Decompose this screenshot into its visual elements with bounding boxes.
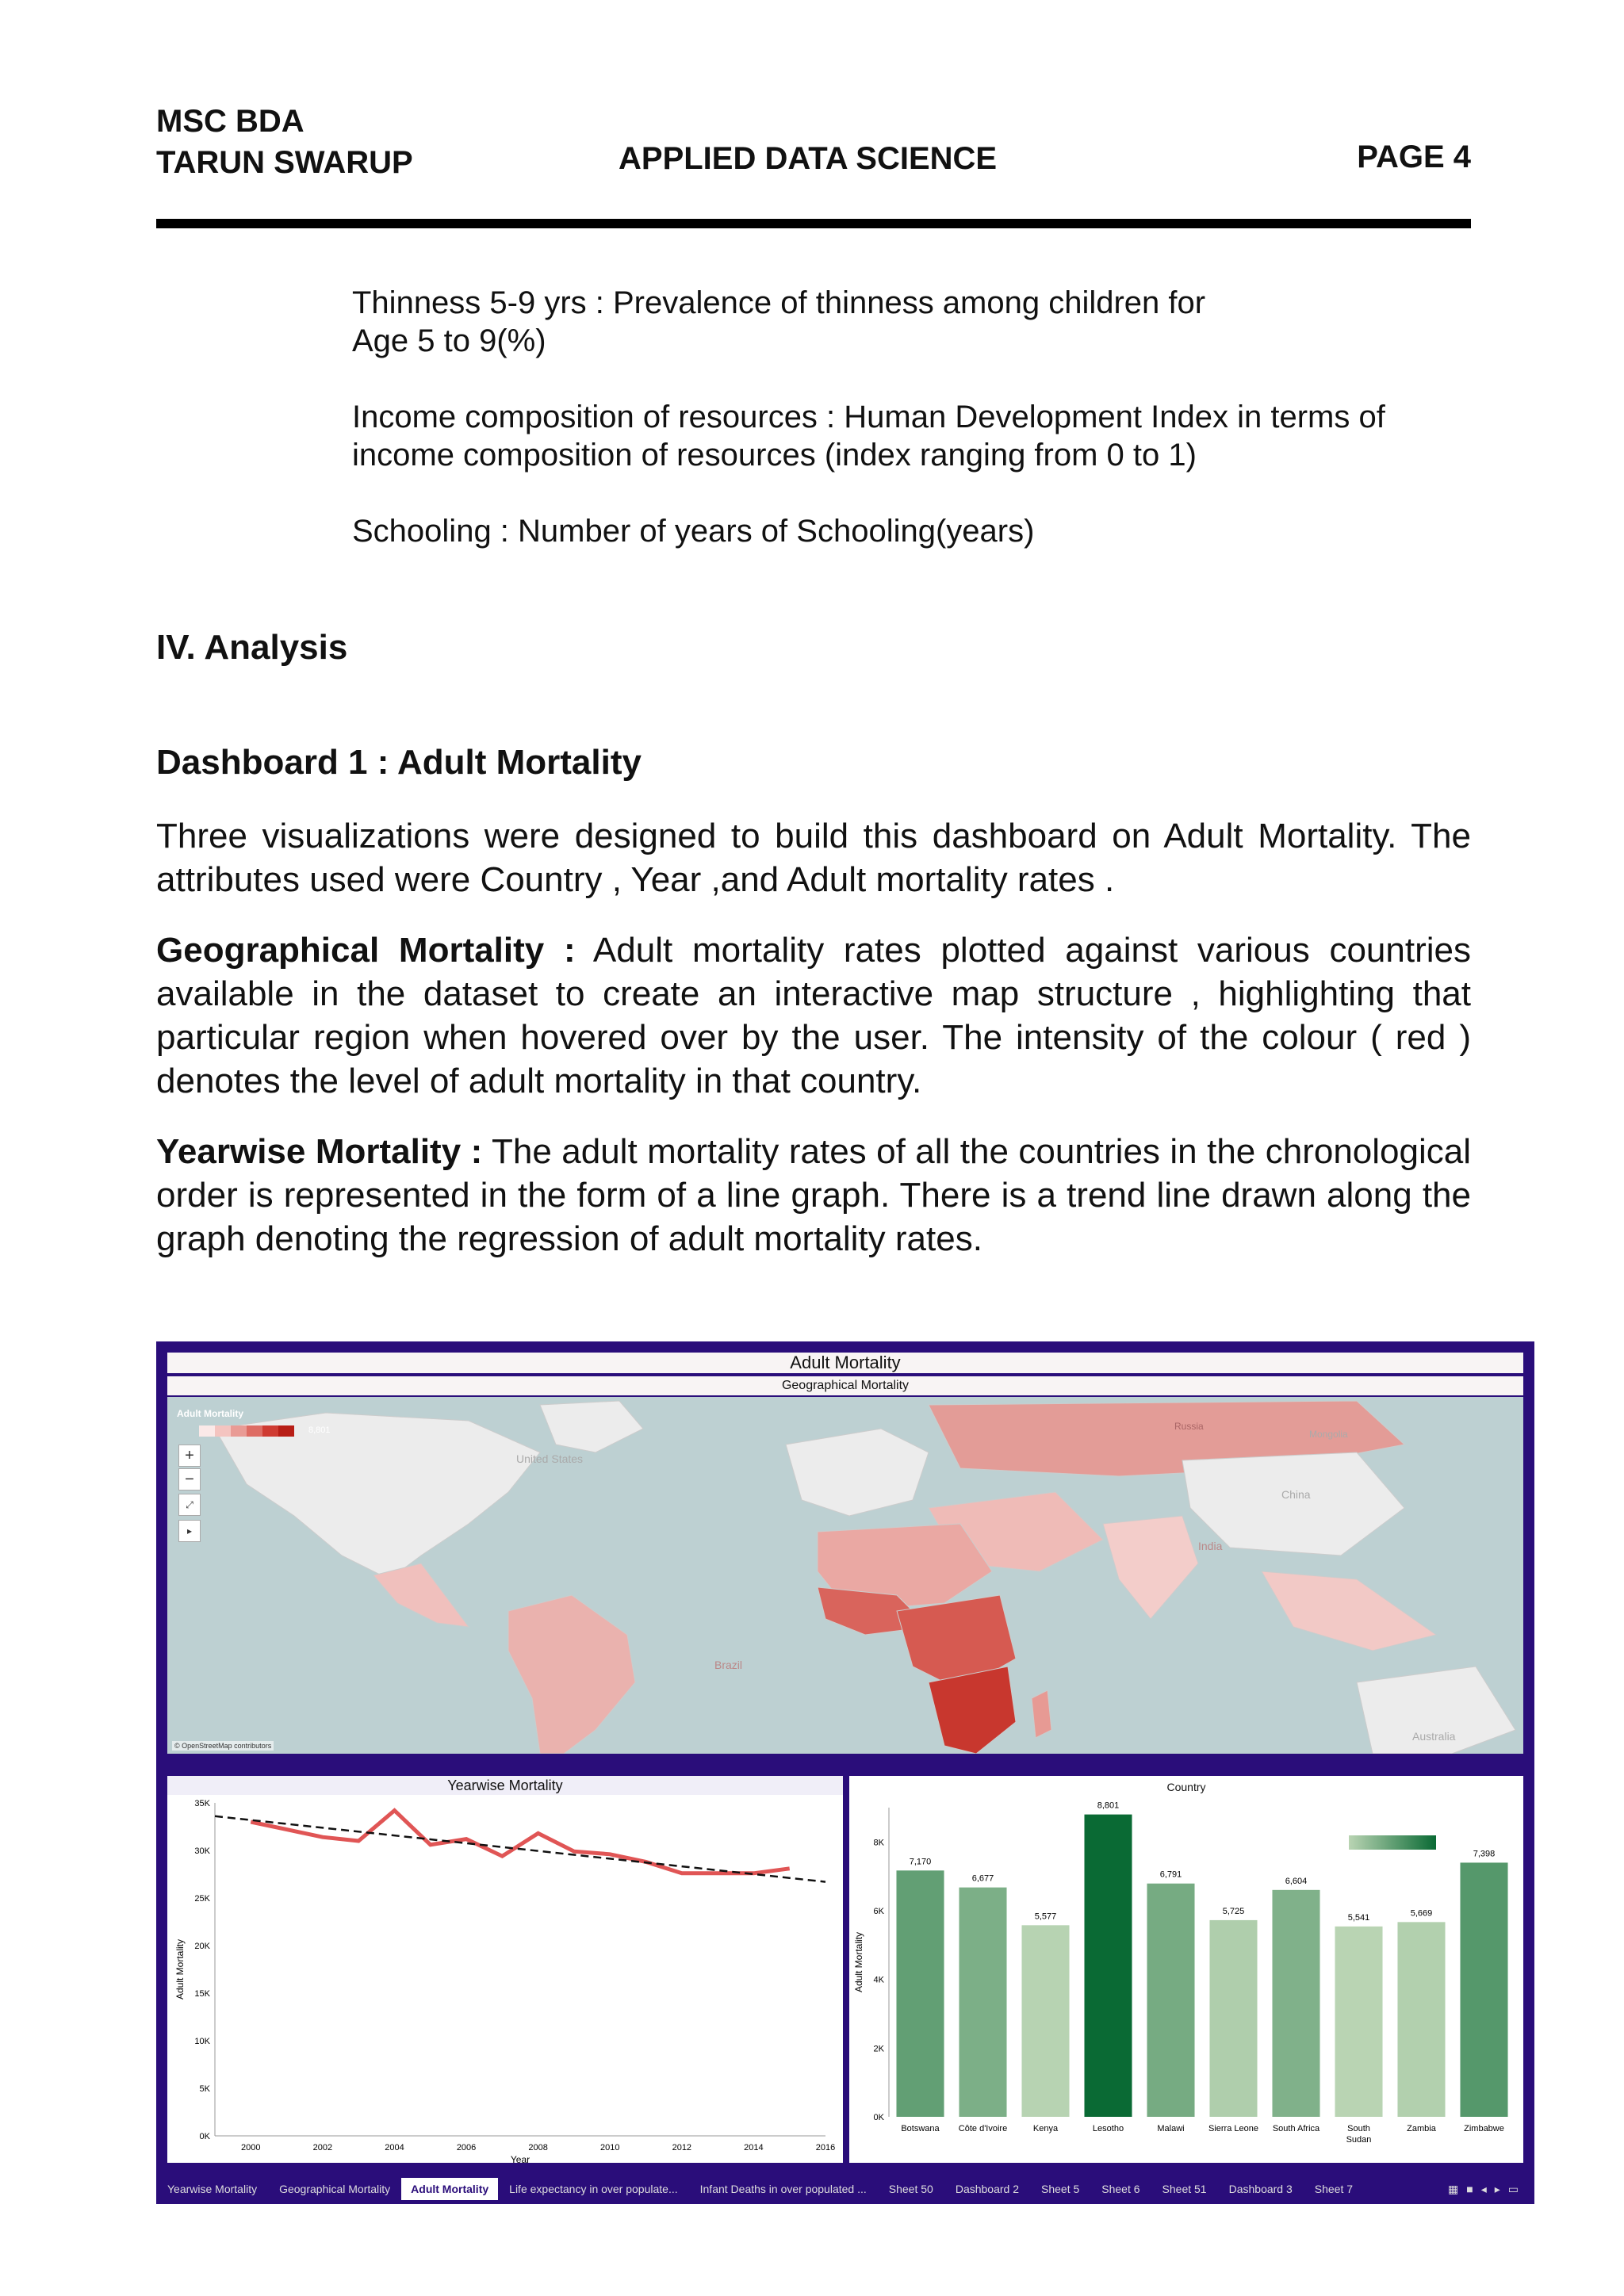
bar — [1021, 1925, 1069, 2117]
region-madagascar — [1032, 1690, 1051, 1738]
definition-thinness: Thinness 5-9 yrs : Prevalence of thinness among children for Age 5 to 9(%) — [352, 285, 1206, 358]
bar — [1272, 1890, 1320, 2117]
country-panel — [849, 1776, 1523, 2163]
region-europe — [786, 1429, 929, 1516]
label-australia: Australia — [1412, 1730, 1456, 1743]
y-tick-label: 20K — [194, 1942, 210, 1951]
label-india: India — [1198, 1540, 1223, 1552]
section-heading: IV. Analysis — [156, 628, 348, 667]
definitions-list — [352, 284, 1462, 588]
map-shapes — [167, 1397, 1523, 1754]
yearwise-title: Yearwise Mortality — [167, 1776, 843, 1795]
category-label: Zambia — [1407, 2124, 1436, 2133]
region-india — [1103, 1516, 1198, 1619]
label-mongolia: Mongolia — [1309, 1429, 1348, 1440]
category-label: Sierra Leone — [1208, 2124, 1258, 2133]
y-tick-label: 8K — [873, 1838, 884, 1848]
tab-sheet-5[interactable]: Sheet 5 — [1041, 2183, 1080, 2195]
y-axis-title: Adult Mortality — [174, 1938, 186, 2000]
y-tick-label: 0K — [873, 2113, 884, 2122]
header-author-block — [156, 101, 413, 183]
bar-value-label: 7,398 — [1473, 1849, 1496, 1859]
header-author: TARUN SWARUP — [156, 145, 413, 180]
bar — [1147, 1884, 1194, 2117]
region-greenland — [540, 1401, 643, 1452]
osm-credit: © OpenStreetMap contributors — [172, 1741, 274, 1751]
bar — [1397, 1922, 1445, 2117]
bar-value-label: 7,170 — [909, 1857, 932, 1867]
category-label: Botswana — [901, 2124, 940, 2133]
bar — [1209, 1920, 1257, 2117]
bar — [1460, 1862, 1507, 2117]
tab-sheet-7[interactable]: Sheet 7 — [1314, 2183, 1354, 2195]
yearwise-panel — [167, 1776, 843, 2163]
bar-value-label: 5,669 — [1410, 1908, 1433, 1919]
tab-sheet-51[interactable]: Sheet 51 — [1162, 2183, 1207, 2195]
bar-value-label: 6,677 — [971, 1873, 994, 1884]
color-legend — [1349, 1835, 1436, 1850]
tab-geographical-mortality[interactable]: Geographical Mortality — [279, 2183, 391, 2195]
map-title: Geographical Mortality — [167, 1376, 1523, 1395]
tab-adult-mortality[interactable]: Adult Mortality — [401, 2178, 498, 2200]
y-tick-label: 5K — [199, 2084, 210, 2094]
bar-value-label: 5,577 — [1034, 1911, 1057, 1922]
analysis-body — [156, 814, 1471, 1288]
bar — [959, 1888, 1006, 2117]
geo-paragraph: Geographical Mortality : Adult mortality rates plotted against various countries available in the dataset to create an interactive map structure , highlighting that particular region when hovered over by the user. The intensity of the colour ( red ) denotes the level of adult mortality in that country. — [156, 931, 1471, 1100]
yearwise-line-chart[interactable] — [167, 1795, 843, 2163]
country-bar-chart[interactable] — [849, 1776, 1523, 2163]
region-southern-africa — [929, 1667, 1016, 1754]
y-tick-label: 25K — [194, 1894, 210, 1904]
label-united-states: United States — [516, 1452, 584, 1465]
region-mexico-central — [373, 1563, 469, 1627]
trend-line — [215, 1816, 825, 1882]
header-program: MSC BDA — [156, 104, 304, 139]
category-label: Kenya — [1032, 2124, 1059, 2133]
y-tick-label: 4K — [873, 1975, 884, 1985]
zoom-out-button[interactable]: − — [178, 1468, 201, 1490]
x-tick-label: 2012 — [672, 2143, 692, 2152]
category-label: Zimbabwe — [1464, 2124, 1504, 2133]
y-axis-title: Adult Mortality — [853, 1931, 864, 1993]
x-tick-label: 2010 — [599, 2143, 620, 2152]
label-russia: Russia — [1174, 1421, 1204, 1432]
tab-sheet-50[interactable]: Sheet 50 — [888, 2183, 933, 2195]
bar — [1084, 1815, 1132, 2117]
y-tick-label: 2K — [873, 2044, 884, 2054]
x-tick-label: 2004 — [385, 2143, 404, 2152]
bar-value-label: 5,541 — [1347, 1912, 1370, 1923]
label-china: China — [1281, 1488, 1311, 1501]
y-tick-label: 15K — [194, 1989, 210, 1999]
region-south-america — [508, 1595, 635, 1754]
tab-sheet-6[interactable]: Sheet 6 — [1101, 2183, 1140, 2195]
map-legend-max: 8,801 — [308, 1425, 331, 1435]
x-tick-label: 2000 — [241, 2143, 261, 2152]
sheet-tabs — [156, 2174, 1534, 2204]
tab-life-expectancy[interactable]: Life expectancy in over populate... — [509, 2183, 678, 2195]
tab-yearwise-mortality[interactable]: Yearwise Mortality — [167, 2183, 258, 2195]
pan-tool-icon[interactable]: ⤢ — [178, 1494, 201, 1516]
region-north-america — [215, 1413, 540, 1579]
mortality-map[interactable] — [167, 1397, 1523, 1754]
y-tick-label: 35K — [194, 1799, 210, 1808]
label-brazil: Brazil — [714, 1659, 743, 1671]
x-tick-label: 2006 — [456, 2143, 477, 2152]
year-paragraph: Yearwise Mortality : The adult mortality rates of all the countries in the chronological order is represented in the form of a line graph. There is a trend line drawn along the graph denoting the regression of adult mortality rates. — [156, 1132, 1472, 1258]
tab-nav-icons[interactable]: ▦■◂▸▭ — [1448, 2182, 1526, 2195]
definition-income: Income composition of resources : Human Development Index in terms of income composition of resources (index ranging from 0 to 1) — [352, 400, 1385, 473]
category-label: Malawi — [1157, 2124, 1185, 2133]
x-tick-label: 2002 — [312, 2143, 333, 2152]
bar-value-label: 6,604 — [1285, 1876, 1308, 1886]
dashboard-heading: Dashboard 1 : Adult Mortality — [156, 743, 642, 782]
x-axis-title: Year — [510, 2154, 530, 2163]
region-se-asia — [1262, 1571, 1436, 1651]
category-label: Sudan — [1346, 2135, 1372, 2145]
bar — [1335, 1927, 1382, 2117]
x-tick-label: 2008 — [528, 2143, 548, 2152]
intro-paragraph: Three visualizations were designed to build this dashboard on Adult Mortality. The attributes used were Country , Year ,and Adult mortality rates . — [156, 817, 1471, 899]
header-course: APPLIED DATA SCIENCE — [619, 141, 998, 176]
expand-toolbar-icon[interactable]: ▸ — [178, 1520, 201, 1542]
x-tick-label: 2016 — [815, 2143, 836, 2152]
category-label: Lesotho — [1092, 2124, 1124, 2133]
y-tick-label: 6K — [873, 1907, 884, 1916]
definition-schooling: Schooling : Number of years of Schooling(years) — [352, 514, 1035, 549]
map-legend-scale — [199, 1425, 294, 1437]
series-line — [251, 1811, 789, 1873]
bar — [896, 1870, 944, 2117]
bar-value-label: 8,801 — [1097, 1800, 1120, 1811]
y-tick-label: 10K — [194, 2037, 210, 2046]
tab-dashboard-3[interactable]: Dashboard 3 — [1228, 2183, 1293, 2195]
category-label: South Africa — [1272, 2124, 1320, 2133]
y-tick-label: 30K — [194, 1846, 210, 1856]
dashboard-frame — [156, 1341, 1534, 2204]
bar-value-label: 5,725 — [1222, 1906, 1245, 1916]
category-label: Côte d'Ivoire — [958, 2124, 1008, 2133]
tab-infant-deaths[interactable]: Infant Deaths in over populated ... — [699, 2183, 867, 2195]
bar-value-label: 6,791 — [1159, 1869, 1182, 1880]
tab-dashboard-2[interactable]: Dashboard 2 — [955, 2183, 1019, 2195]
header-rule — [156, 219, 1471, 228]
zoom-in-button[interactable]: + — [178, 1445, 201, 1467]
y-tick-label: 0K — [199, 2132, 210, 2141]
dashboard-title: Adult Mortality — [167, 1353, 1523, 1373]
x-tick-label: 2014 — [744, 2143, 764, 2152]
map-legend-title: Adult Mortality — [177, 1408, 243, 1419]
header-page-number: PAGE 4 — [1357, 140, 1471, 174]
category-label: South — [1347, 2124, 1370, 2133]
country-title: Country — [1166, 1781, 1206, 1793]
